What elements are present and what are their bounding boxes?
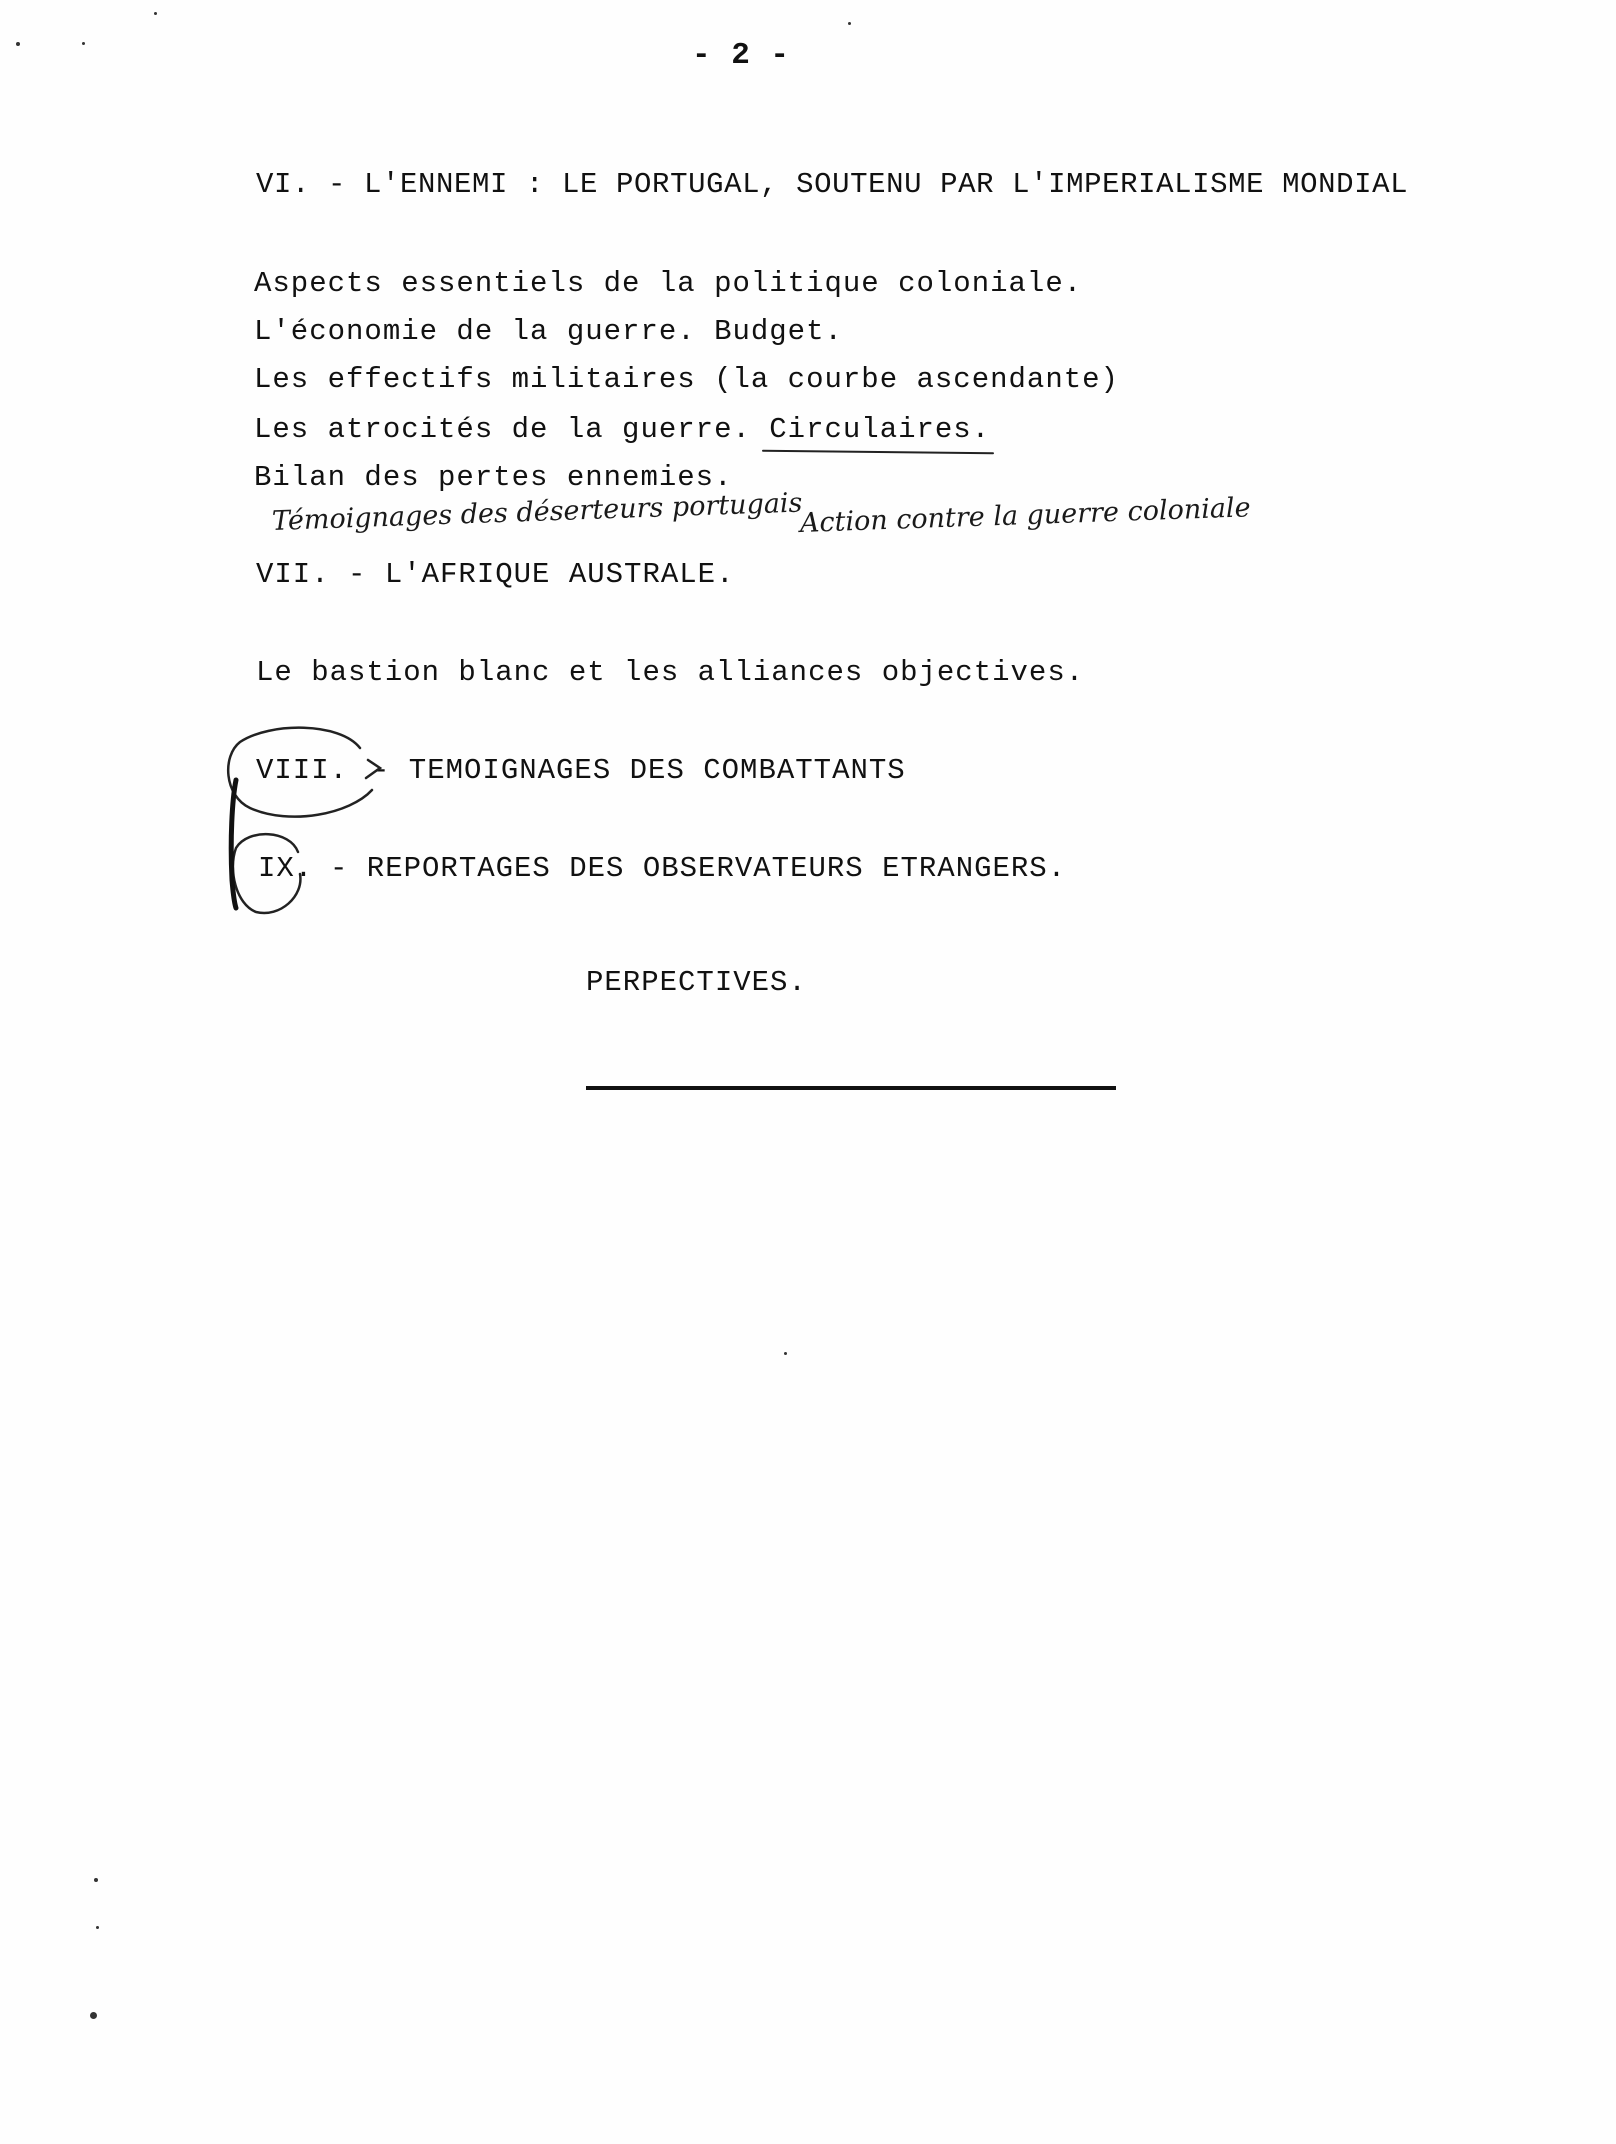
section-ix-text: - REPORTAGES DES OBSERVATEURS ETRANGERS. xyxy=(330,852,1067,885)
scan-speck xyxy=(82,42,85,45)
scan-speck xyxy=(848,22,851,25)
circle-viii-mark xyxy=(228,728,372,817)
scan-speck xyxy=(784,1352,787,1355)
section-viii-text: - TEMOIGNAGES DES COMBATTANTS xyxy=(372,754,906,787)
section-ix-number: IX. xyxy=(258,852,314,885)
section-vi-heading: VI. - L'ENNEMI : LE PORTUGAL, SOUTENU PAR L'IMPERIALISME MONDIAL xyxy=(256,168,1409,201)
handwritten-note: Action contre la guerre coloniale xyxy=(799,492,1252,539)
handwritten-note: Témoignages des déserteurs portugais xyxy=(271,487,803,537)
page-number: - 2 - xyxy=(692,38,791,73)
section-vi-item: L'économie de la guerre. Budget. xyxy=(254,315,843,348)
section-vi-item: Bilan des pertes ennemies. xyxy=(254,461,733,494)
section-vi-item: Aspects essentiels de la politique coloniale. xyxy=(254,267,1083,300)
section-vi-item: Les atrocités de la guerre. Circulaires. xyxy=(254,413,991,446)
scan-speck xyxy=(90,2012,97,2019)
circle-ix-mark xyxy=(233,834,301,913)
scan-speck xyxy=(94,1878,98,1882)
scan-speck xyxy=(16,42,20,46)
section-vii-item: Le bastion blanc et les alliances objectives. xyxy=(256,656,1085,689)
section-viii-number: VIII. xyxy=(256,754,349,787)
section-vii-heading: VII. - L'AFRIQUE AUSTRALE. xyxy=(256,558,735,591)
section-vi-item: Les effectifs militaires (la courbe ascendante) xyxy=(254,363,1119,396)
scan-speck xyxy=(154,12,157,15)
arrow-tick-mark xyxy=(366,760,380,778)
scan-speck xyxy=(96,1926,99,1929)
margin-bracket-mark xyxy=(231,780,236,908)
perspectives-heading: PERPECTIVES. xyxy=(586,966,807,999)
